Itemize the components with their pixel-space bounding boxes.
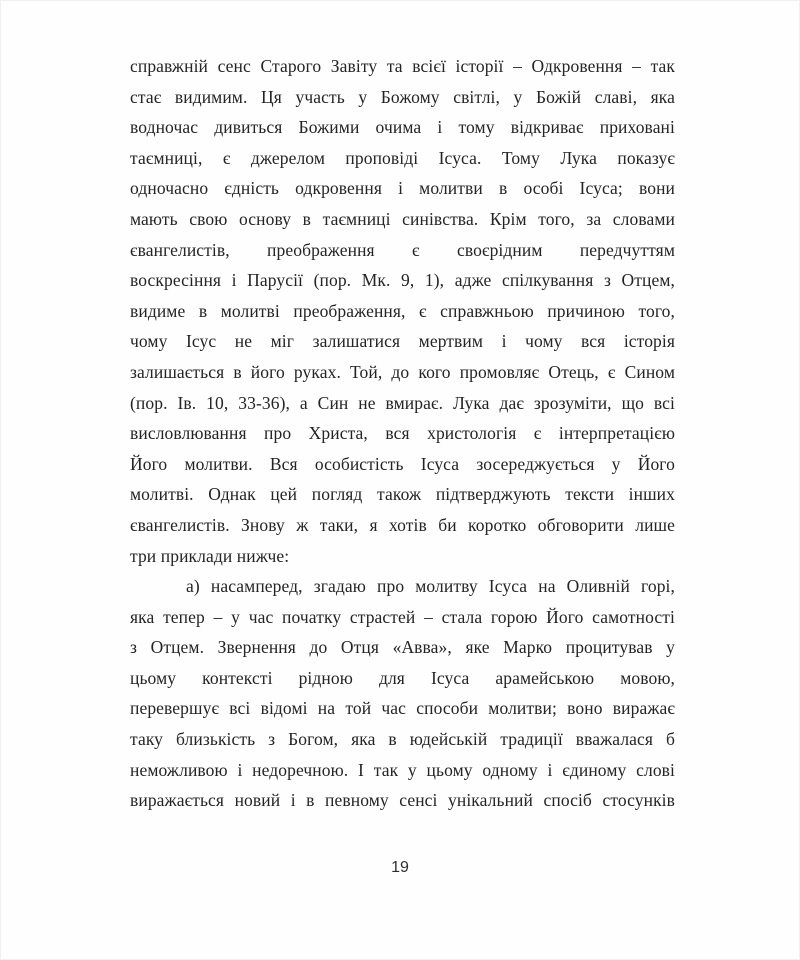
text-line: неможливою і недоречною. І так у цьому одному і єдиному слові — [130, 759, 675, 780]
text-line: водночас дивиться Божими очима і тому відкриває приховані — [130, 117, 675, 138]
text-line: молитві. Однак цей погляд також підтверджують тексти інших — [130, 484, 675, 505]
text-line-paragraph-start: а) насамперед, згадаю про молитву Ісуса на Оливній горі, — [186, 576, 675, 597]
text-line: таку близькість з Богом, яка в юдейській традиції вважалася б — [130, 729, 675, 750]
page-number: 19 — [391, 859, 409, 876]
text-line: висловлювання про Христа, вся христологія є інтерпретацією — [130, 423, 675, 444]
text-line: таємниці, є джерелом проповіді Ісуса. Тому Лука показує — [130, 147, 675, 168]
text-line: чому Ісус не міг залишатися мертвим і чому вся історія — [130, 331, 675, 352]
text-line: яка тепер – у час початку страстей – стала горою Його самотності — [130, 606, 675, 627]
text-line: євангелистів, преображення є своєрідним передчуттям — [130, 239, 675, 260]
text-line: перевершує всі відомі на той час способи молитви; воно виражає — [130, 698, 675, 719]
text-line: мають свою основу в таємниці синівства. Крім того, за словами — [130, 208, 675, 229]
text-line: з Отцем. Звернення до Отця «Авва», яке Марко процитував у — [130, 637, 675, 658]
text-line: воскресіння і Парусії (пор. Мк. 9, 1), адже спілкування з Отцем, — [130, 270, 675, 291]
text-line: одночасно єдність одкровення і молитви в особі Ісуса; вони — [130, 178, 675, 199]
text-line: євангелистів. Знову ж таки, я хотів би коротко обговорити лише — [130, 514, 675, 535]
text-line: цьому контексті рідною для Ісуса арамейською мовою, — [130, 667, 675, 688]
text-line: залишається в його руках. Той, до кого промовляє Отець, є Сином — [130, 361, 675, 382]
body-text — [130, 51, 675, 816]
text-line: стає видимим. Ця участь у Божому світлі, у Божій славі, яка — [130, 86, 675, 107]
text-line-paragraph-end: три приклади нижче: — [130, 545, 290, 566]
text-line: видиме в молитві преображення, є справжньою причиною того, — [130, 300, 675, 321]
text-line: виражається новий і в певному сенсі унікальний спосіб стосунків — [130, 790, 675, 811]
text-line: (пор. Ів. 10, 33-36), а Син не вмирає. Лука дає зрозуміти, що всі — [130, 392, 675, 413]
text-line: справжній сенс Старого Завіту та всієї історії – Одкровення – так — [130, 56, 675, 76]
text-line: Його молитви. Вся особистість Ісуса зосереджується у Його — [130, 453, 675, 474]
